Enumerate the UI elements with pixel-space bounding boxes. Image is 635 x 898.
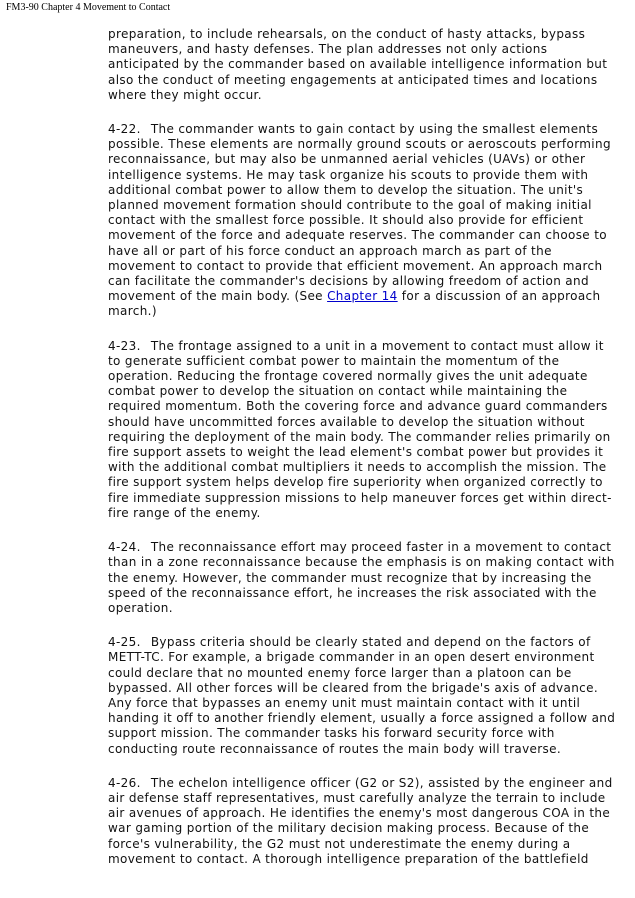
text-line: contact with the smallest force possible. It should also provide for efficient [108,213,584,228]
text-line: planned movement formation should contribute to the goal of making initial [108,198,592,213]
text-line: reconnaissance, but may also be unmanned aerial vehicles (UAVs) or other [108,152,586,167]
paragraph-4-24 [108,540,615,616]
text-line-content: The frontage assigned to a unit in a movement to contact must allow it [150,338,604,353]
document-body [108,27,616,886]
text-line: can facilitate the commander's decisions by allowing freedom of action and [108,274,589,289]
text-line: required momentum. Both the covering force and advance guard commanders [108,399,608,414]
text-line: requiring the deployment of the main body. The commander relies primarily on [108,429,611,444]
text-line: maneuvers, and hasty defenses. The plan addresses not only actions [108,42,548,57]
text-line: force's vulnerability, the G2 must not underestimate the enemy during a [108,836,571,851]
paragraph-4-22 [108,122,611,320]
text-segment: for a discussion of an approach [397,289,601,304]
text-line: operation. Reducing the frontage covered normally gives the unit adequate [108,369,588,384]
text-line: also the conduct of meeting engagements at anticipated times and locations [108,72,598,87]
text-line: Any force that bypasses an enemy unit must maintain contact with it until [108,695,581,710]
text-line: fire immediate suppression missions to help maneuver forces get within direct- [108,490,612,505]
text-line: support mission. The commander tasks his forward security force with [108,726,555,741]
paragraph-number: 4-23. [108,338,141,353]
text-line-content: The echelon intelligence officer (G2 or S2), assisted by the engineer and [150,775,613,790]
text-line: fire support system helps develop fire superiority when organized correctly to [108,475,603,490]
text-line [108,122,604,137]
chapter-14-link[interactable]: Chapter 14 [327,289,398,304]
text-line: preparation, to include rehearsals, on the conduct of hasty attacks, bypass [108,27,586,41]
paragraph-4-25 [108,635,616,757]
text-line: should have uncommitted forces available to develop the situation without [108,414,585,429]
text-line-content: The reconnaissance effort may proceed faster in a movement to contact [150,540,612,555]
text-line: possible. These elements are normally ground scouts or aeroscouts performing [108,137,611,152]
text-line: operation. [108,600,173,615]
text-line: where they might occur. [108,87,262,102]
text-line: handing it off to another friendly element, usually a force assigned a follow and [108,711,616,726]
running-header: FM3-90 Chapter 4 Movement to Contact [6,2,171,13]
text-line [108,775,613,791]
text-line: METT-TC. For example, a brigade commander in an open desert environment [108,650,595,665]
text-line-content: Bypass criteria should be clearly stated and depend on the factors of [150,635,591,650]
text-line: to generate sufficient combat power to maintain the momentum of the [108,353,560,368]
text-line: than in a zone reconnaissance because the emphasis is on making contact with [108,555,615,570]
text-line: with the additional combat multipliers it needs to accomplish the mission. The [108,460,607,475]
text-line: have all or part of his force conduct an approach march as part of the [108,243,552,258]
text-line: air defense staff representatives, must carefully analyze the terrain to include [108,790,606,805]
text-line: war gaming portion of the military decision making process. Because of the [108,821,590,836]
text-line: speed of the reconnaissance effort, he increases the risk associated with the [108,585,597,600]
paragraph-number: 4-26. [108,775,141,790]
paragraph-number: 4-25. [108,635,141,650]
text-line: movement to contact. A thorough intelligence preparation of the battlefield [108,851,589,866]
text-line: movement to contact to provide that efficient movement. An approach march [108,258,603,273]
text-line: bypassed. All other forces will be cleared from the brigade's axis of advance. [108,680,599,695]
paragraph-continuation [108,27,608,103]
text-segment: movement of the main body. (See [108,289,328,304]
text-line: the enemy. However, the commander must recognize that by increasing the [108,570,592,585]
text-line [108,635,604,650]
text-line: movement of the force and adequate reserves. The commander can choose to [108,228,607,243]
text-line: combat power to develop the situation on contact while maintaining the [108,384,568,399]
text-line: march.) [108,304,157,319]
text-line: conducting route reconnaissance of routes the main body will traverse. [108,741,562,756]
paragraph-number: 4-22. [108,122,141,137]
text-line: fire range of the enemy. [108,505,261,520]
text-line [108,339,604,354]
text-line: fire support assets to weight the lead element's combat power but provides it [108,445,604,460]
paragraph-number: 4-24. [108,540,141,555]
paragraph-4-26 [108,775,613,867]
text-line: intelligence systems. He may task organize his scouts to provide them with [108,167,589,182]
text-line: anticipated by the commander based on available intelligence information but [108,57,608,72]
text-line [108,289,604,304]
text-line [108,540,612,555]
text-line: could declare that no mounted enemy force larger than a platoon can be [108,665,572,680]
text-line-content: The commander wants to gain contact by using the smallest elements [150,122,599,137]
paragraph-4-23 [108,338,612,521]
text-line: air avenues of approach. He identifies the enemy's most dangerous COA in the [108,806,611,821]
text-line: additional combat power to allow them to develop the situation. The unit's [108,182,584,197]
